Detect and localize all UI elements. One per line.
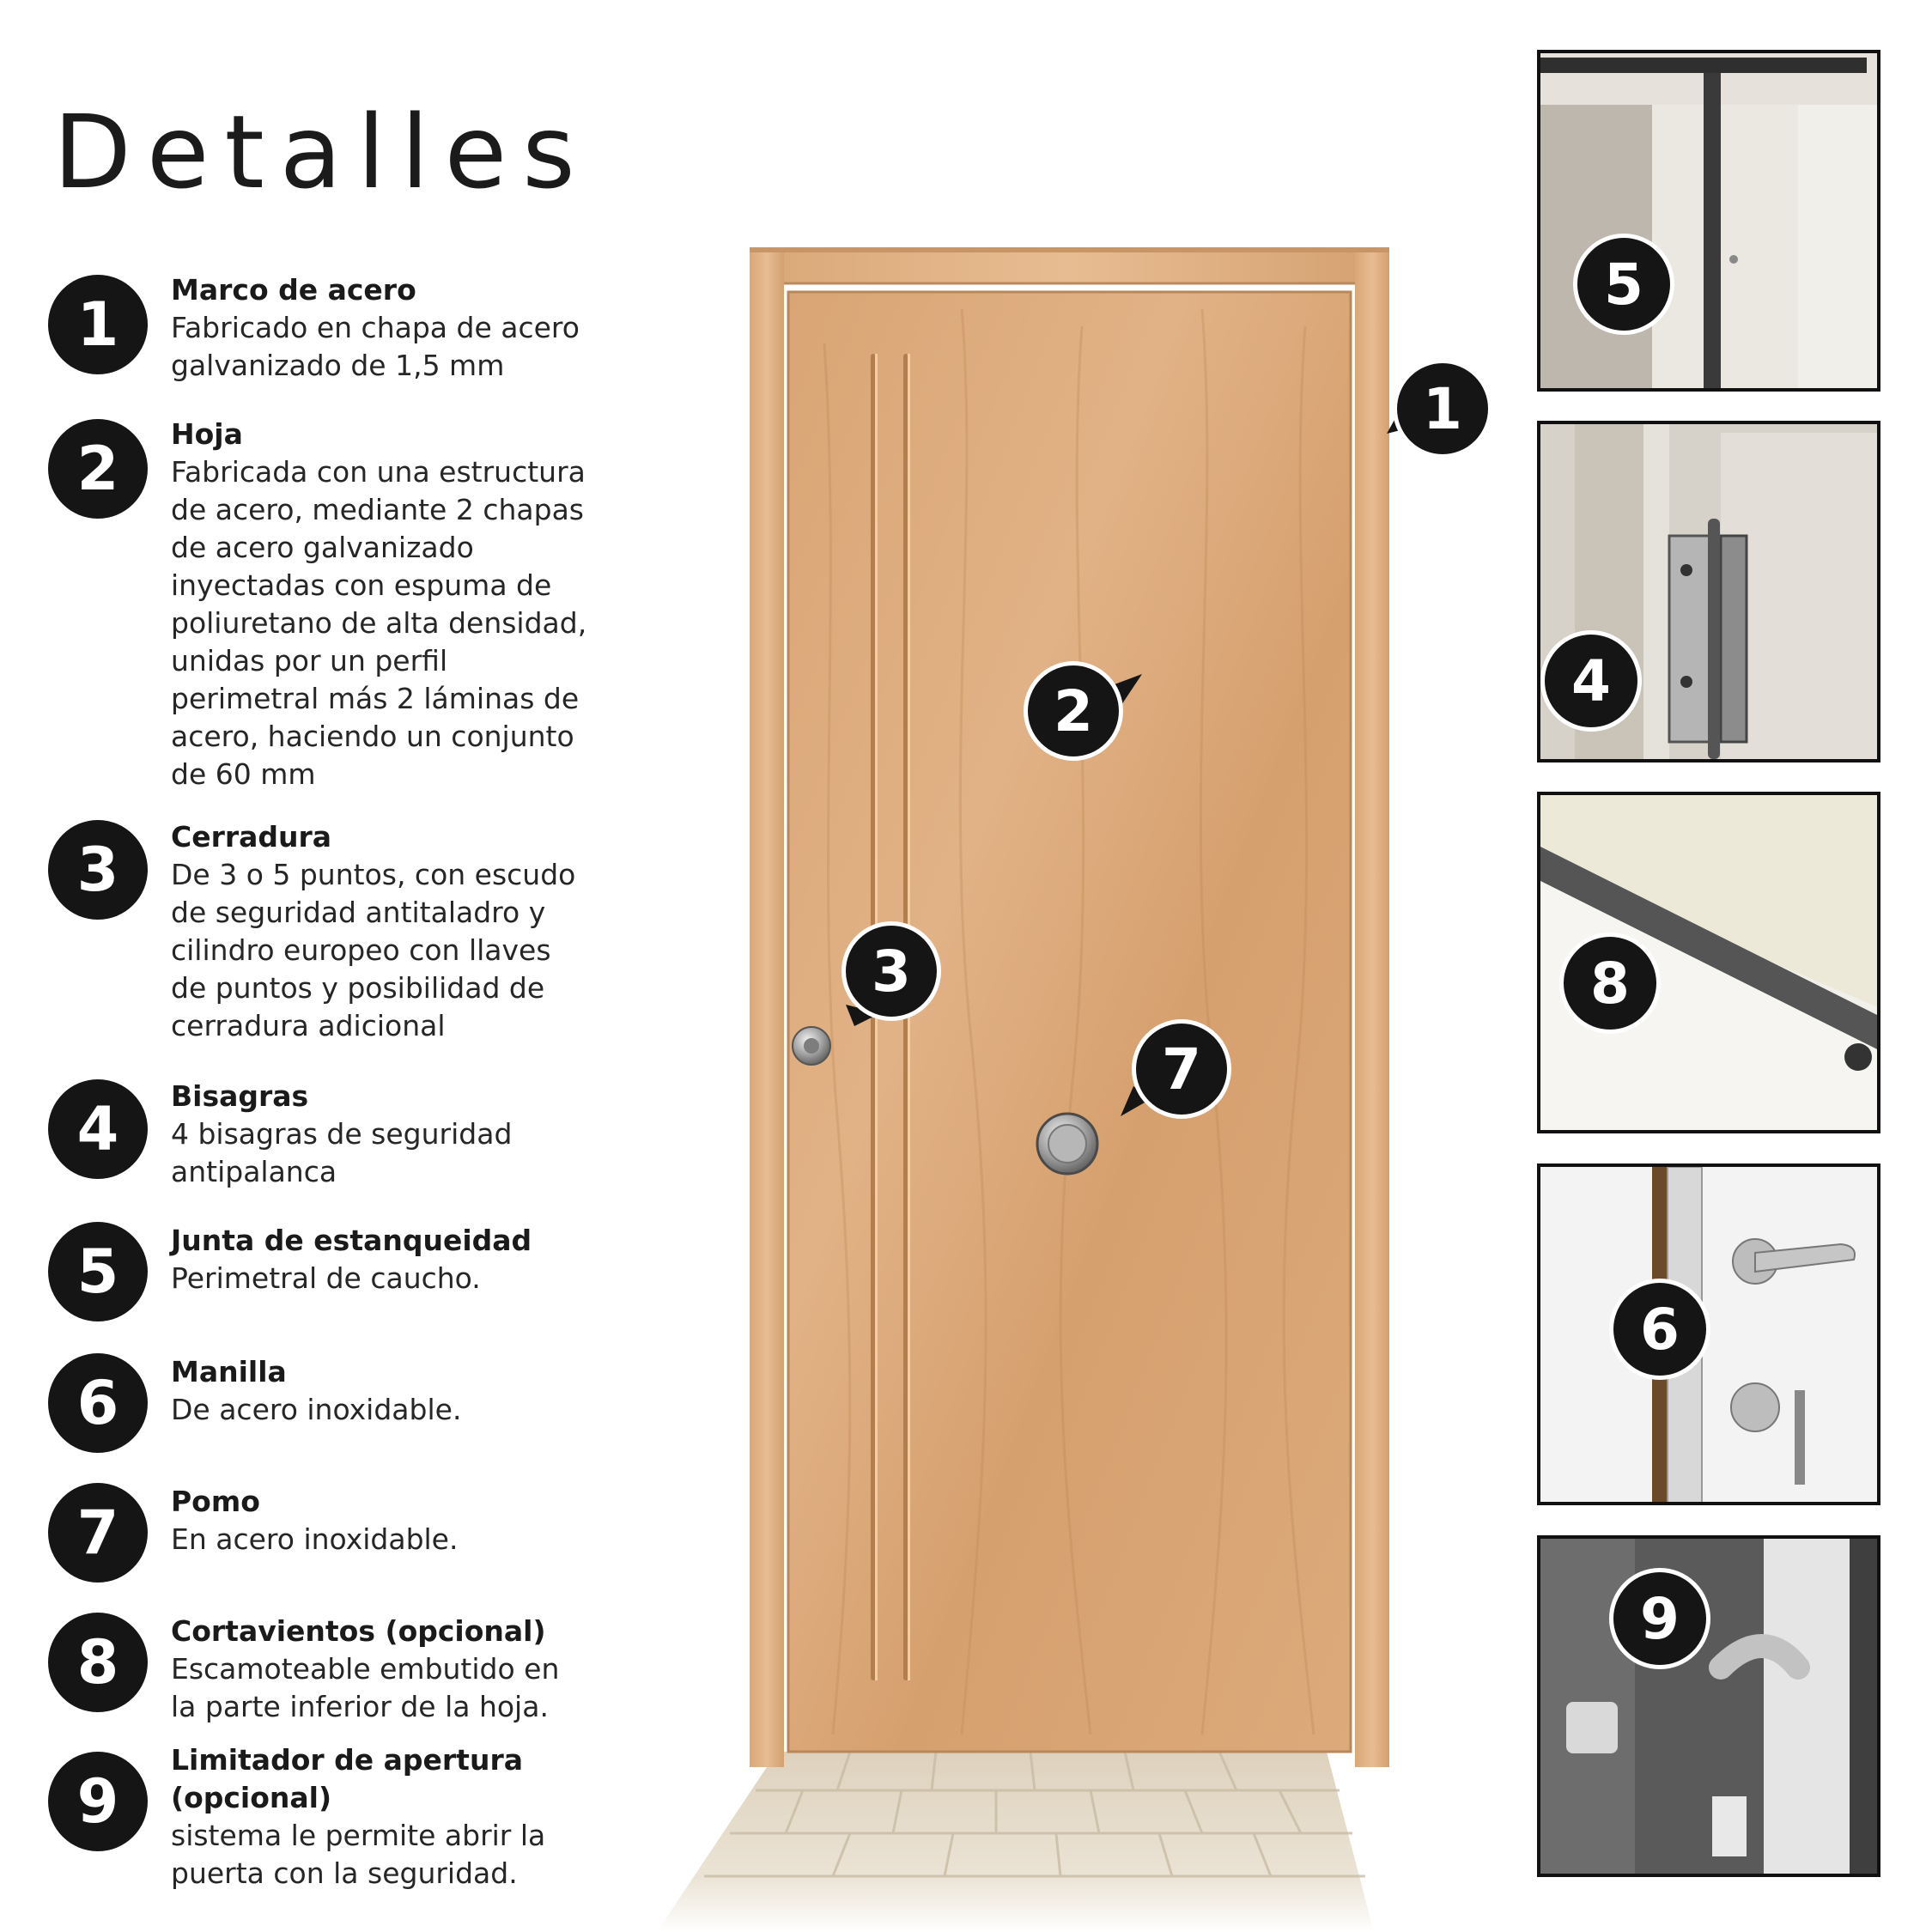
feature-title: Manilla [171, 1355, 287, 1388]
door-leaf [788, 292, 1351, 1752]
door-callout-lock: 3 [841, 921, 941, 1021]
number-badge: 8 [48, 1613, 148, 1712]
feature-description: De acero inoxidable. [171, 1393, 462, 1426]
number-badge: 7 [48, 1483, 148, 1583]
photo-draft-stopper [1537, 792, 1880, 1133]
photo-badge: 8 [1559, 933, 1661, 1034]
page-title: Detalles [53, 93, 591, 211]
feature-description: 4 bisagras de seguridad antipalanca [171, 1117, 513, 1188]
lock-cylinder-icon [793, 1027, 830, 1065]
number-badge: 5 [48, 1222, 148, 1321]
number-badge: 2 [48, 419, 148, 519]
feature-title: Pomo [171, 1485, 260, 1518]
feature-title: Hoja [171, 417, 243, 451]
photo-badge: 9 [1609, 1568, 1710, 1669]
door-callout-frame: 1 [1393, 359, 1492, 459]
photo-seal [1537, 50, 1880, 392]
photo-badge: 5 [1573, 234, 1674, 335]
number-badge: 6 [48, 1353, 148, 1453]
feature-title: Cortavientos (opcional) [171, 1614, 546, 1648]
photo-badge: 6 [1609, 1279, 1710, 1380]
feature-title: Limitador de apertura (opcional) [171, 1743, 523, 1814]
feature-description: Fabricado en chapa de acero galvanizado de 1,5 mm [171, 311, 580, 382]
feature-description: En acero inoxidable. [171, 1522, 459, 1556]
feature-description: Fabricada con una estructura de acero, mediante 2 chapas de acero galvanizado inyectadas con espuma de poliuretano de alta densidad, unidas por un perfil perimetral más 2 láminas de acero, haciendo un conjunto de 60 mm [171, 455, 587, 791]
feature-description: De 3 o 5 puntos, con escudo de seguridad antitaladro y cilindro europeo con llaves de puntos y posibilidad de cerradura adicional [171, 858, 576, 1042]
photo-limiter [1537, 1535, 1880, 1877]
feature-description: Escamoteable embutido en la parte inferior de la hoja. [171, 1652, 560, 1723]
knob-icon [1037, 1114, 1097, 1174]
door-callout-knob: 7 [1132, 1019, 1231, 1119]
feature-description: sistema le permite abrir la puerta con la seguridad. [171, 1819, 546, 1890]
number-badge: 4 [48, 1079, 148, 1179]
feature-title: Junta de estanqueidad [171, 1224, 532, 1257]
photo-handle [1537, 1163, 1880, 1505]
number-badge: 1 [48, 275, 148, 374]
feature-description: Perimetral de caucho. [171, 1261, 481, 1295]
feature-title: Cerradura [171, 820, 332, 854]
photo-badge: 4 [1540, 630, 1642, 732]
feature-title: Marco de acero [171, 273, 416, 307]
feature-title: Bisagras [171, 1079, 309, 1113]
door-callout-leaf: 2 [1024, 661, 1123, 761]
floor-stones [657, 1752, 1374, 1932]
number-badge: 3 [48, 820, 148, 920]
number-badge: 9 [48, 1752, 148, 1851]
photo-hinge [1537, 421, 1880, 762]
